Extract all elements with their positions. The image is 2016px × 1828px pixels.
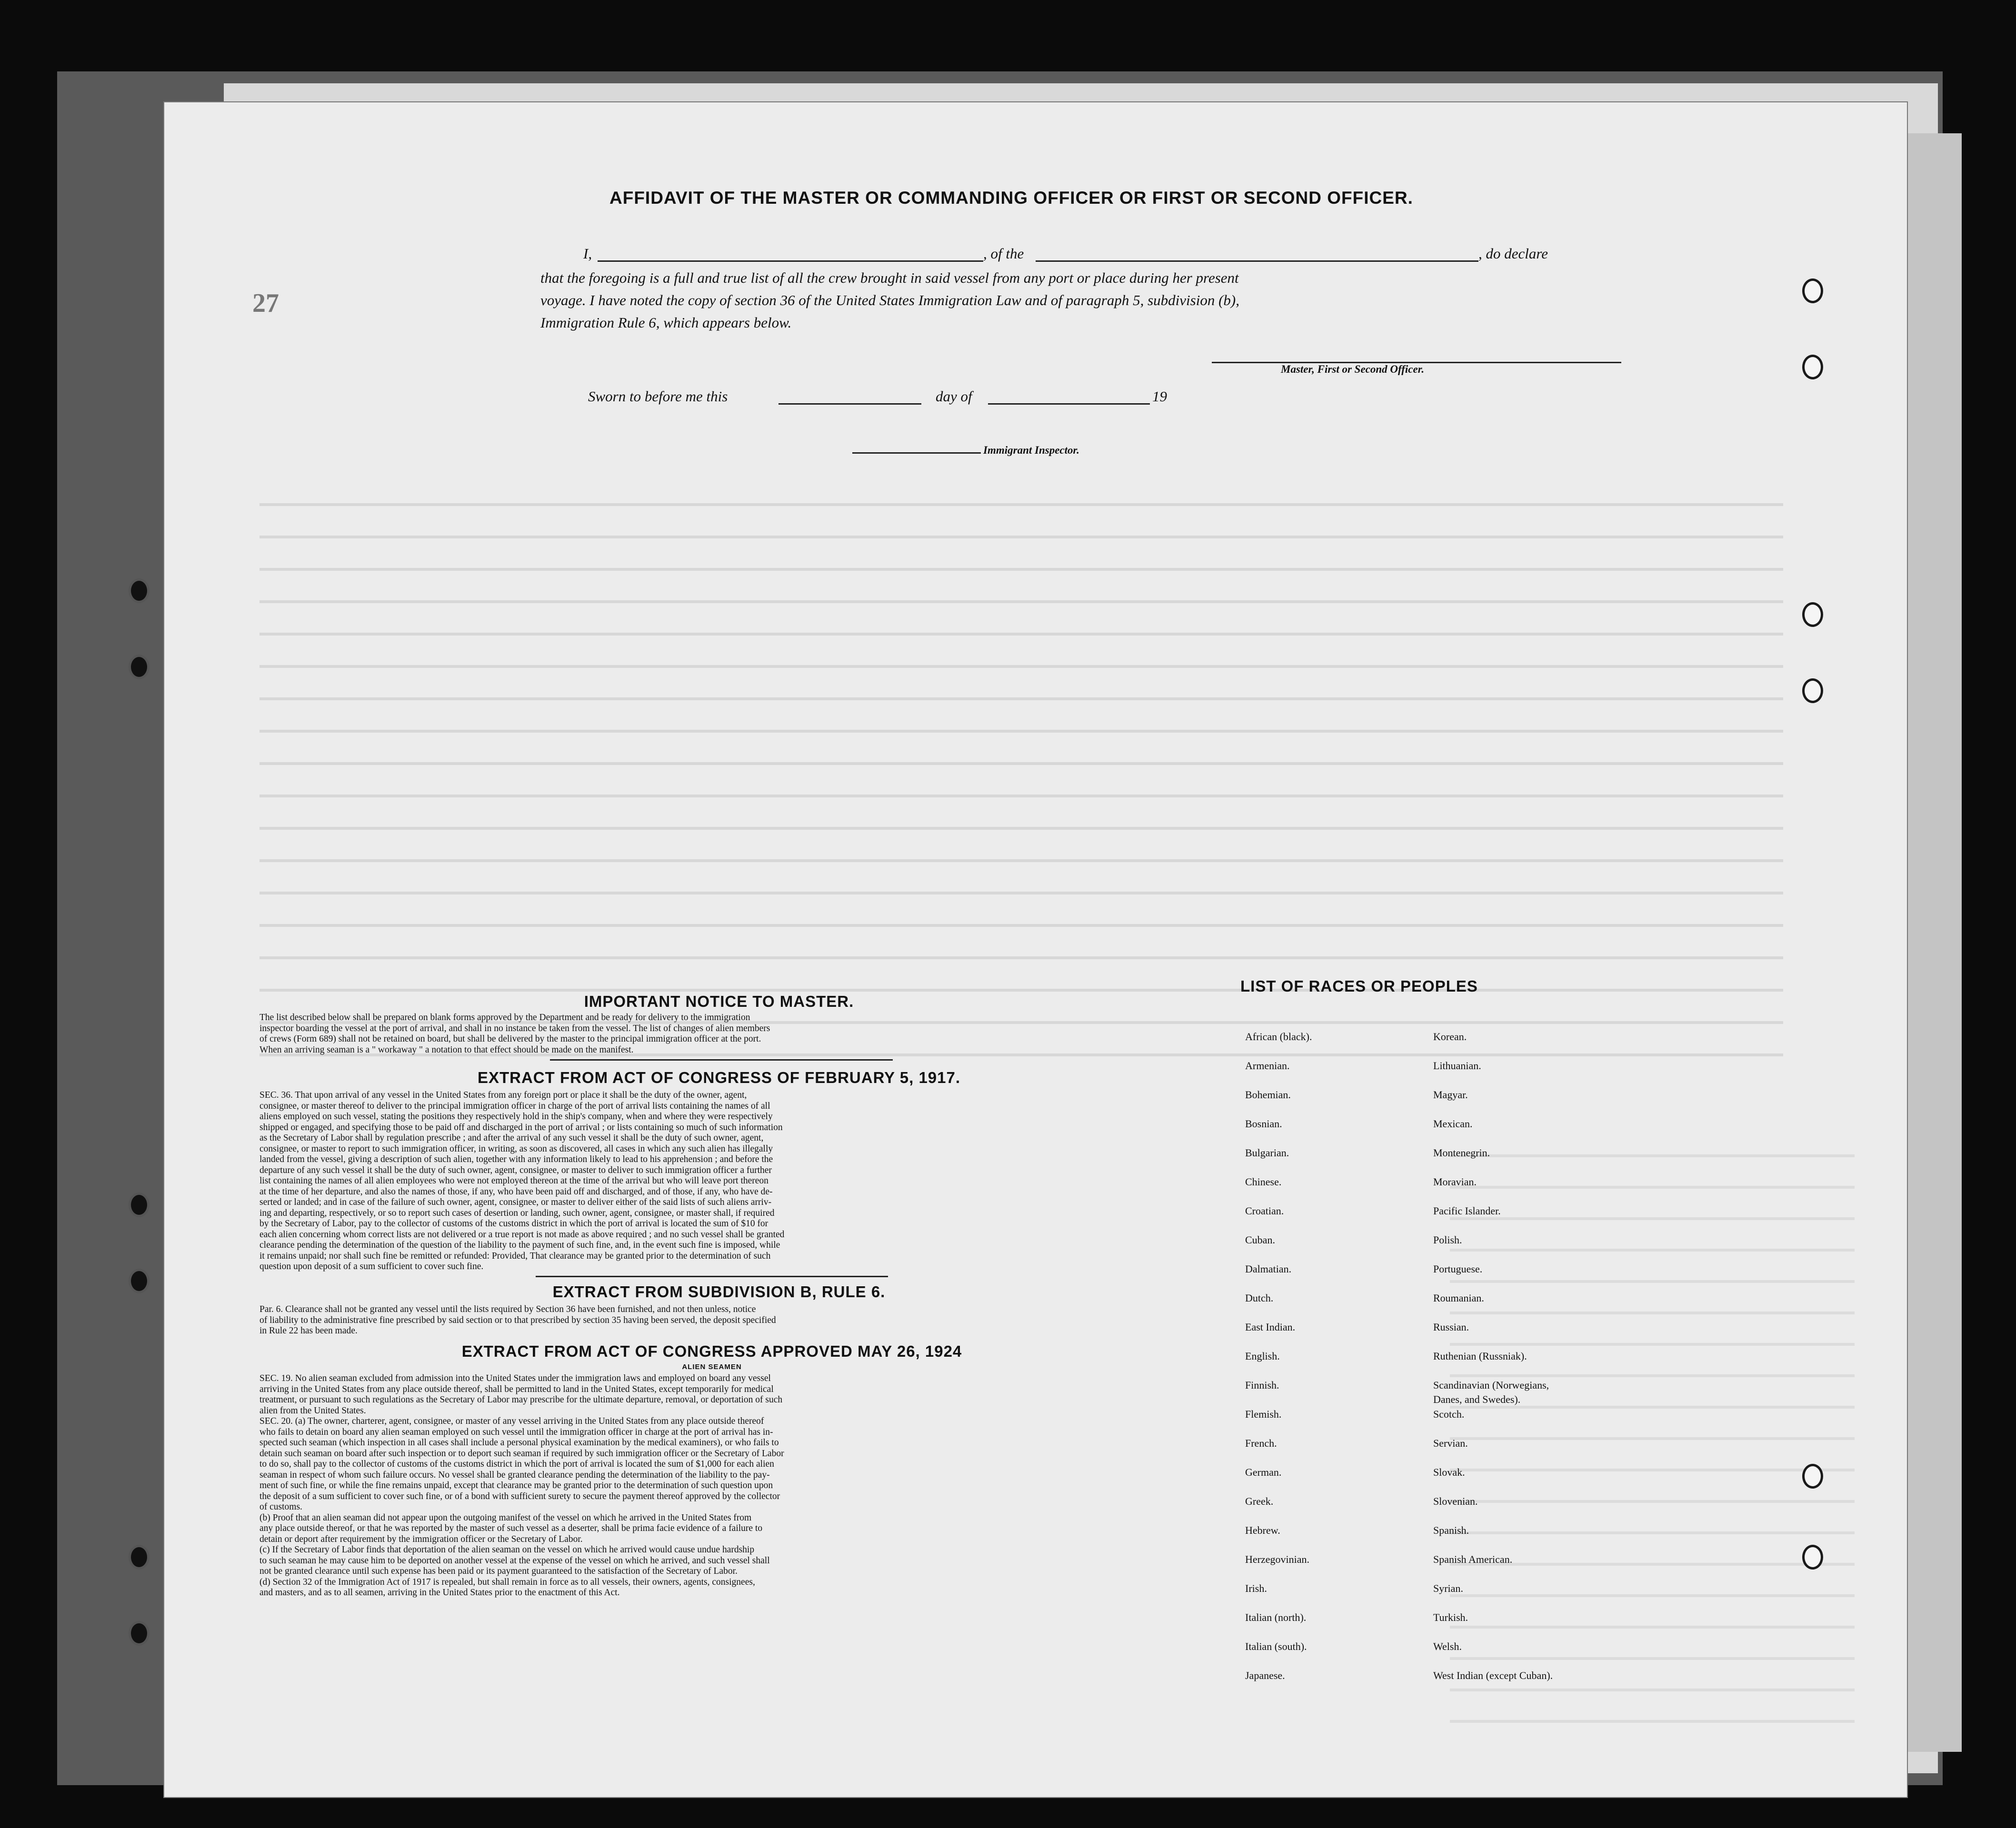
paragraph-line: The list described below shall be prepared on blank forms approved by the Department and be ready for delivery to the immigration [259, 1013, 750, 1023]
declarant-name-field[interactable] [598, 260, 983, 262]
paragraph-line: shipped or engaged, and specifying those to be paid off and discharged in the port of arrival ; or lists containing so much of such information [259, 1122, 783, 1133]
races-title: LIST OF RACES OR PEOPLES [1240, 977, 1478, 995]
paragraph-line: at the time of her departure, and also the names of those, if any, who have been paid off and discharged, and of those, if any, who have de- [259, 1186, 773, 1197]
paragraph-line: inspector boarding the vessel at the port of arrival, and shall in no instance be taken from the vessel. The list of changes of alien members [259, 1023, 770, 1033]
paragraph-line: treatment, or pursuant to such regulations as the Secretary of Labor may prescribe for the ultimate departure, removal, or deportation of such [259, 1395, 783, 1405]
inspector-signature-line[interactable] [852, 452, 981, 454]
punch-hole [129, 1192, 150, 1217]
race-item: Hebrew. [1245, 1524, 1280, 1536]
punch-hole [129, 1621, 150, 1646]
race-item: Croatian. [1245, 1205, 1284, 1217]
race-item: Lithuanian. [1433, 1060, 1481, 1072]
race-item: Pacific Islander. [1433, 1205, 1501, 1217]
extract-1924-body [259, 1373, 1159, 1599]
punch-hole [129, 578, 150, 603]
affidavit-line: Immigration Rule 6, which appears below. [540, 314, 792, 331]
race-item: Magyar. [1433, 1089, 1468, 1101]
race-item: Slovenian. [1433, 1495, 1478, 1507]
paragraph-line: (d) Section 32 of the Immigration Act of 1917 is repealed, but shall remain in force as to all vessels, their owners, agents, consignees, [259, 1577, 755, 1587]
race-item: Bohemian. [1245, 1089, 1291, 1101]
paragraph-line: landed from the vessel, giving a description of such alien, together with any information likely to lead to his apprehension ; and before the [259, 1154, 773, 1164]
race-item: Dutch. [1245, 1292, 1274, 1304]
paragraph-line: consignee, or master to report to such immigration officer, in writing, as soon as discovered, all cases in which any such alien has illegally [259, 1143, 773, 1154]
paragraph-line: and masters, and as to all seamen, arriving in the United States prior to the enactment of this Act. [259, 1588, 620, 1598]
extract-1917-title: EXTRACT FROM ACT OF CONGRESS OF FEBRUARY 5, 1917. [477, 1069, 961, 1086]
sworn-day-field[interactable] [778, 403, 921, 405]
margin-mark: 27 [252, 288, 279, 318]
paragraph-line: (b) Proof that an alien seaman did not appear upon the outgoing manifest of the vessel on which he arrived in the United States from [259, 1512, 752, 1523]
race-item: Scandinavian (Norwegians, [1433, 1379, 1549, 1391]
race-item: Herzegovinian. [1245, 1553, 1309, 1565]
paragraph-line: detain such seaman on board after such inspection or to deport such seaman if required by such immigration officer or the Secretary of Labor [259, 1448, 784, 1459]
paragraph-line: as the Secretary of Labor shall by regulation prescribe ; and after the arrival of any such vessel it shall be the duty of such owner, agent, [259, 1133, 764, 1143]
race-item: Slovak. [1433, 1466, 1465, 1478]
paragraph-line: it remains unpaid; nor shall such fine be remitted or refunded: Provided, That clearance may be granted prior to the determination of such [259, 1251, 771, 1261]
paragraph-line: arriving in the United States from any place outside thereof, shall be permitted to land in the United States, except temporarily for medical [259, 1384, 774, 1394]
race-item: Mexican. [1433, 1118, 1473, 1130]
punch-hole [1802, 678, 1823, 703]
race-item: German. [1245, 1466, 1282, 1478]
races-left-column [1245, 1031, 1417, 1773]
race-item: Italian (south). [1245, 1640, 1307, 1652]
paragraph-line: departure of any such vessel it shall be the duty of such owner, agent, consignee, or master to deliver to such immigration officer a further [259, 1165, 772, 1175]
sworn-month-field[interactable] [988, 403, 1150, 405]
paragraph-line: not be granted clearance until such expense has been paid or its payment guaranteed to the satisfaction of the Secretary of Labor. [259, 1566, 738, 1576]
race-item: Russian. [1433, 1321, 1469, 1333]
vessel-name-field[interactable] [1036, 260, 1478, 262]
punch-hole [129, 1545, 150, 1570]
extract-rule6-title: EXTRACT FROM SUBDIVISION B, RULE 6. [552, 1283, 886, 1301]
signature-caption: Master, First or Second Officer. [1281, 363, 1425, 375]
race-item: African (black). [1245, 1031, 1312, 1043]
race-item: Dalmatian. [1245, 1263, 1292, 1275]
paragraph-line: (c) If the Secretary of Labor finds that deportation of the alien seaman on the vessel on which he arrived would cause undue hardship [259, 1545, 755, 1555]
race-item: Danes, and Swedes). [1433, 1393, 1521, 1405]
punch-hole [1802, 1545, 1823, 1570]
punch-hole [1802, 278, 1823, 303]
extract-rule6-body [259, 1304, 1159, 1337]
paragraph-line: of liability to the administrative fine prescribed by said section or to that prescribed by section 35 having been served, the deposit specified [259, 1315, 776, 1325]
race-item: Moravian. [1433, 1176, 1477, 1188]
paragraph-line: consignee, or master thereof to deliver to the principal immigration officer in charge of the port of arrival lists containing the names of all [259, 1101, 770, 1111]
vessel-prefix: , of the [983, 245, 1024, 262]
sworn-label: Sworn to before me this [588, 388, 728, 405]
paragraph-line: Par. 6. Clearance shall not be granted any vessel until the lists required by Section 36 have been furnished, and not then unless, notice [259, 1304, 756, 1314]
paragraph-line: ing and departing, respectively, or so to report such cases of desertion or landing, such owner, agent, consignee, or master shall, if required [259, 1208, 775, 1218]
paragraph-line: detain or deport after requirement by the immigration officer or the Secretary of Labor. [259, 1534, 583, 1544]
race-item: Montenegrin. [1433, 1147, 1490, 1159]
punch-hole [1802, 355, 1823, 379]
paragraph-line: to do so, shall pay to the collector of customs of the customs district in which the port of arrival is located the sum of $1,000 for each alien [259, 1459, 774, 1469]
declaration-line [583, 245, 1631, 264]
punch-hole [1802, 602, 1823, 627]
notice-title: IMPORTANT NOTICE TO MASTER. [584, 993, 854, 1010]
race-item: Chinese. [1245, 1176, 1282, 1188]
race-item: Flemish. [1245, 1408, 1282, 1420]
paragraph-line: each alien concerning whom correct lists are not delivered or a true report is not made as above required ; and no such vessel shall be granted [259, 1229, 785, 1240]
notice-body [259, 1013, 1164, 1055]
paragraph-line: SEC. 36. That upon arrival of any vessel in the United States from any foreign port or place it shall be the duty of the owner, agent, [259, 1090, 747, 1100]
paragraph-line: alien from the United States. [259, 1405, 366, 1416]
affidavit-body [540, 267, 1683, 334]
paragraph-line: list containing the names of all alien employees who were not employed thereon at the time of the arrival but who will leave port thereon [259, 1176, 768, 1186]
race-item: Welsh. [1433, 1640, 1462, 1652]
race-item: Scotch. [1433, 1408, 1465, 1420]
paragraph-line: any place outside thereof, or that he was reported by the master of such vessel as a deserter, shall be prima facie evidence of a failure to [259, 1523, 763, 1533]
race-item: Japanese. [1245, 1669, 1285, 1681]
day-of-label: day of [936, 388, 972, 405]
race-item: Greek. [1245, 1495, 1274, 1507]
paragraph-line: ment of such fine, or while the fine remains unpaid, except that clearance may be granted prior to the determination of such question upon [259, 1480, 773, 1490]
paragraph-line: question upon deposit of a sum sufficient to cover such fine. [259, 1262, 484, 1272]
race-item: Portuguese. [1433, 1263, 1483, 1275]
race-item: West Indian (except Cuban). [1433, 1669, 1553, 1681]
divider [550, 1059, 893, 1061]
affidavit-line: voyage. I have noted the copy of section 36 of the United States Immigration Law and of paragraph 5, subdivision (b), [540, 292, 1239, 308]
extract-1917-body [259, 1090, 1159, 1272]
paragraph-line: SEC. 20. (a) The owner, charterer, agent, consignee, or master of any vessel arriving in the United States from any place outside thereof [259, 1416, 764, 1426]
paragraph-line: of customs. [259, 1502, 302, 1512]
race-item: Cuban. [1245, 1234, 1275, 1246]
race-item: Finnish. [1245, 1379, 1279, 1391]
race-item: Bosnian. [1245, 1118, 1282, 1130]
race-item: Servian. [1433, 1437, 1468, 1449]
race-item: Irish. [1245, 1582, 1267, 1594]
paragraph-line: of crews (Form 689) shall not be retained on board, but shall be delivered by the master to the principal immigration officer at the port. [259, 1034, 761, 1044]
race-item: Italian (north). [1245, 1611, 1307, 1623]
race-item: Syrian. [1433, 1582, 1463, 1594]
race-item: Korean. [1433, 1031, 1467, 1043]
race-item: Ruthenian (Russniak). [1433, 1350, 1527, 1362]
paragraph-line: in Rule 22 has been made. [259, 1326, 358, 1336]
paragraph-line: spected such seaman (which inspection in all cases shall include a personal physical examination by the medical examiners), or who fails to [259, 1438, 779, 1448]
paragraph-line: who fails to detain on board any alien seaman employed on such vessel until the immigration officer in charge at the port of arrival has in- [259, 1427, 773, 1437]
race-item: French. [1245, 1437, 1277, 1449]
paragraph-line: aliens employed on such vessel, stating the positions they respectively hold in the ship's company, when and where they were respectively [259, 1112, 773, 1122]
races-right-column [1433, 1031, 1671, 1773]
affidavit-title: AFFIDAVIT OF THE MASTER OR COMMANDING OFFICER OR FIRST OR SECOND OFFICER. [609, 188, 1413, 208]
paragraph-line: by the Secretary of Labor, pay to the collector of customs of the customs district in which the port of arrival is located the sum of $10 for [259, 1219, 768, 1229]
inspector-caption: Immigrant Inspector. [983, 444, 1079, 456]
paragraph-line: to such seaman he may cause him to be deported on another vessel at the expense of the vessel on which he arrived, and such vessel shall [259, 1555, 770, 1566]
race-item: Turkish. [1433, 1611, 1468, 1623]
year-prefix: 19 [1152, 388, 1167, 405]
divider [536, 1276, 888, 1277]
extract-1924-title: EXTRACT FROM ACT OF CONGRESS APPROVED MAY 26, 1924 [461, 1342, 962, 1360]
declare-suffix: , do declare [1478, 245, 1548, 262]
paragraph-line: clearance pending the determination of the question of the liability to the payment of such fine, and, in the event such fine is imposed, while [259, 1240, 780, 1250]
paragraph-line: SEC. 19. No alien seaman excluded from admission into the United States under the immigration laws and employed on board any vessel [259, 1373, 771, 1383]
race-item: Spanish American. [1433, 1553, 1513, 1565]
race-item: Armenian. [1245, 1060, 1290, 1072]
paragraph-line: the deposit of a sum sufficient to cover such fine, or of a bond with sufficient surety to secure the payment thereof approved by the collector [259, 1491, 780, 1501]
paragraph-line: serted or landed; and in case of the failure of such owner, agent, consignee, or master to deliver either of the said lists of such aliens arriv- [259, 1197, 772, 1207]
punch-hole [129, 655, 150, 679]
declarant-prefix: I, [583, 245, 592, 262]
bleed-through-rows [259, 474, 1783, 1069]
race-item: English. [1245, 1350, 1280, 1362]
sworn-line [588, 388, 1302, 407]
punch-hole [129, 1269, 150, 1293]
race-item: Bulgarian. [1245, 1147, 1289, 1159]
affidavit-line: that the foregoing is a full and true list of all the crew brought in said vessel from any port or place during her present [540, 269, 1239, 286]
race-item: Spanish. [1433, 1524, 1469, 1536]
race-item: Polish. [1433, 1234, 1462, 1246]
race-item: Roumanian. [1433, 1292, 1484, 1304]
document-page [164, 102, 1907, 1797]
extract-1924-subtitle: ALIEN SEAMEN [682, 1363, 742, 1371]
paragraph-line: seaman in respect of whom such failure occurs. No vessel shall be granted clearance pending the determination of the liability to the pay- [259, 1470, 770, 1480]
paragraph-line: When an arriving seaman is a " workaway " a notation to that effect should be made on the manifest. [259, 1044, 634, 1055]
punch-hole [1802, 1464, 1823, 1489]
race-item: East Indian. [1245, 1321, 1296, 1333]
